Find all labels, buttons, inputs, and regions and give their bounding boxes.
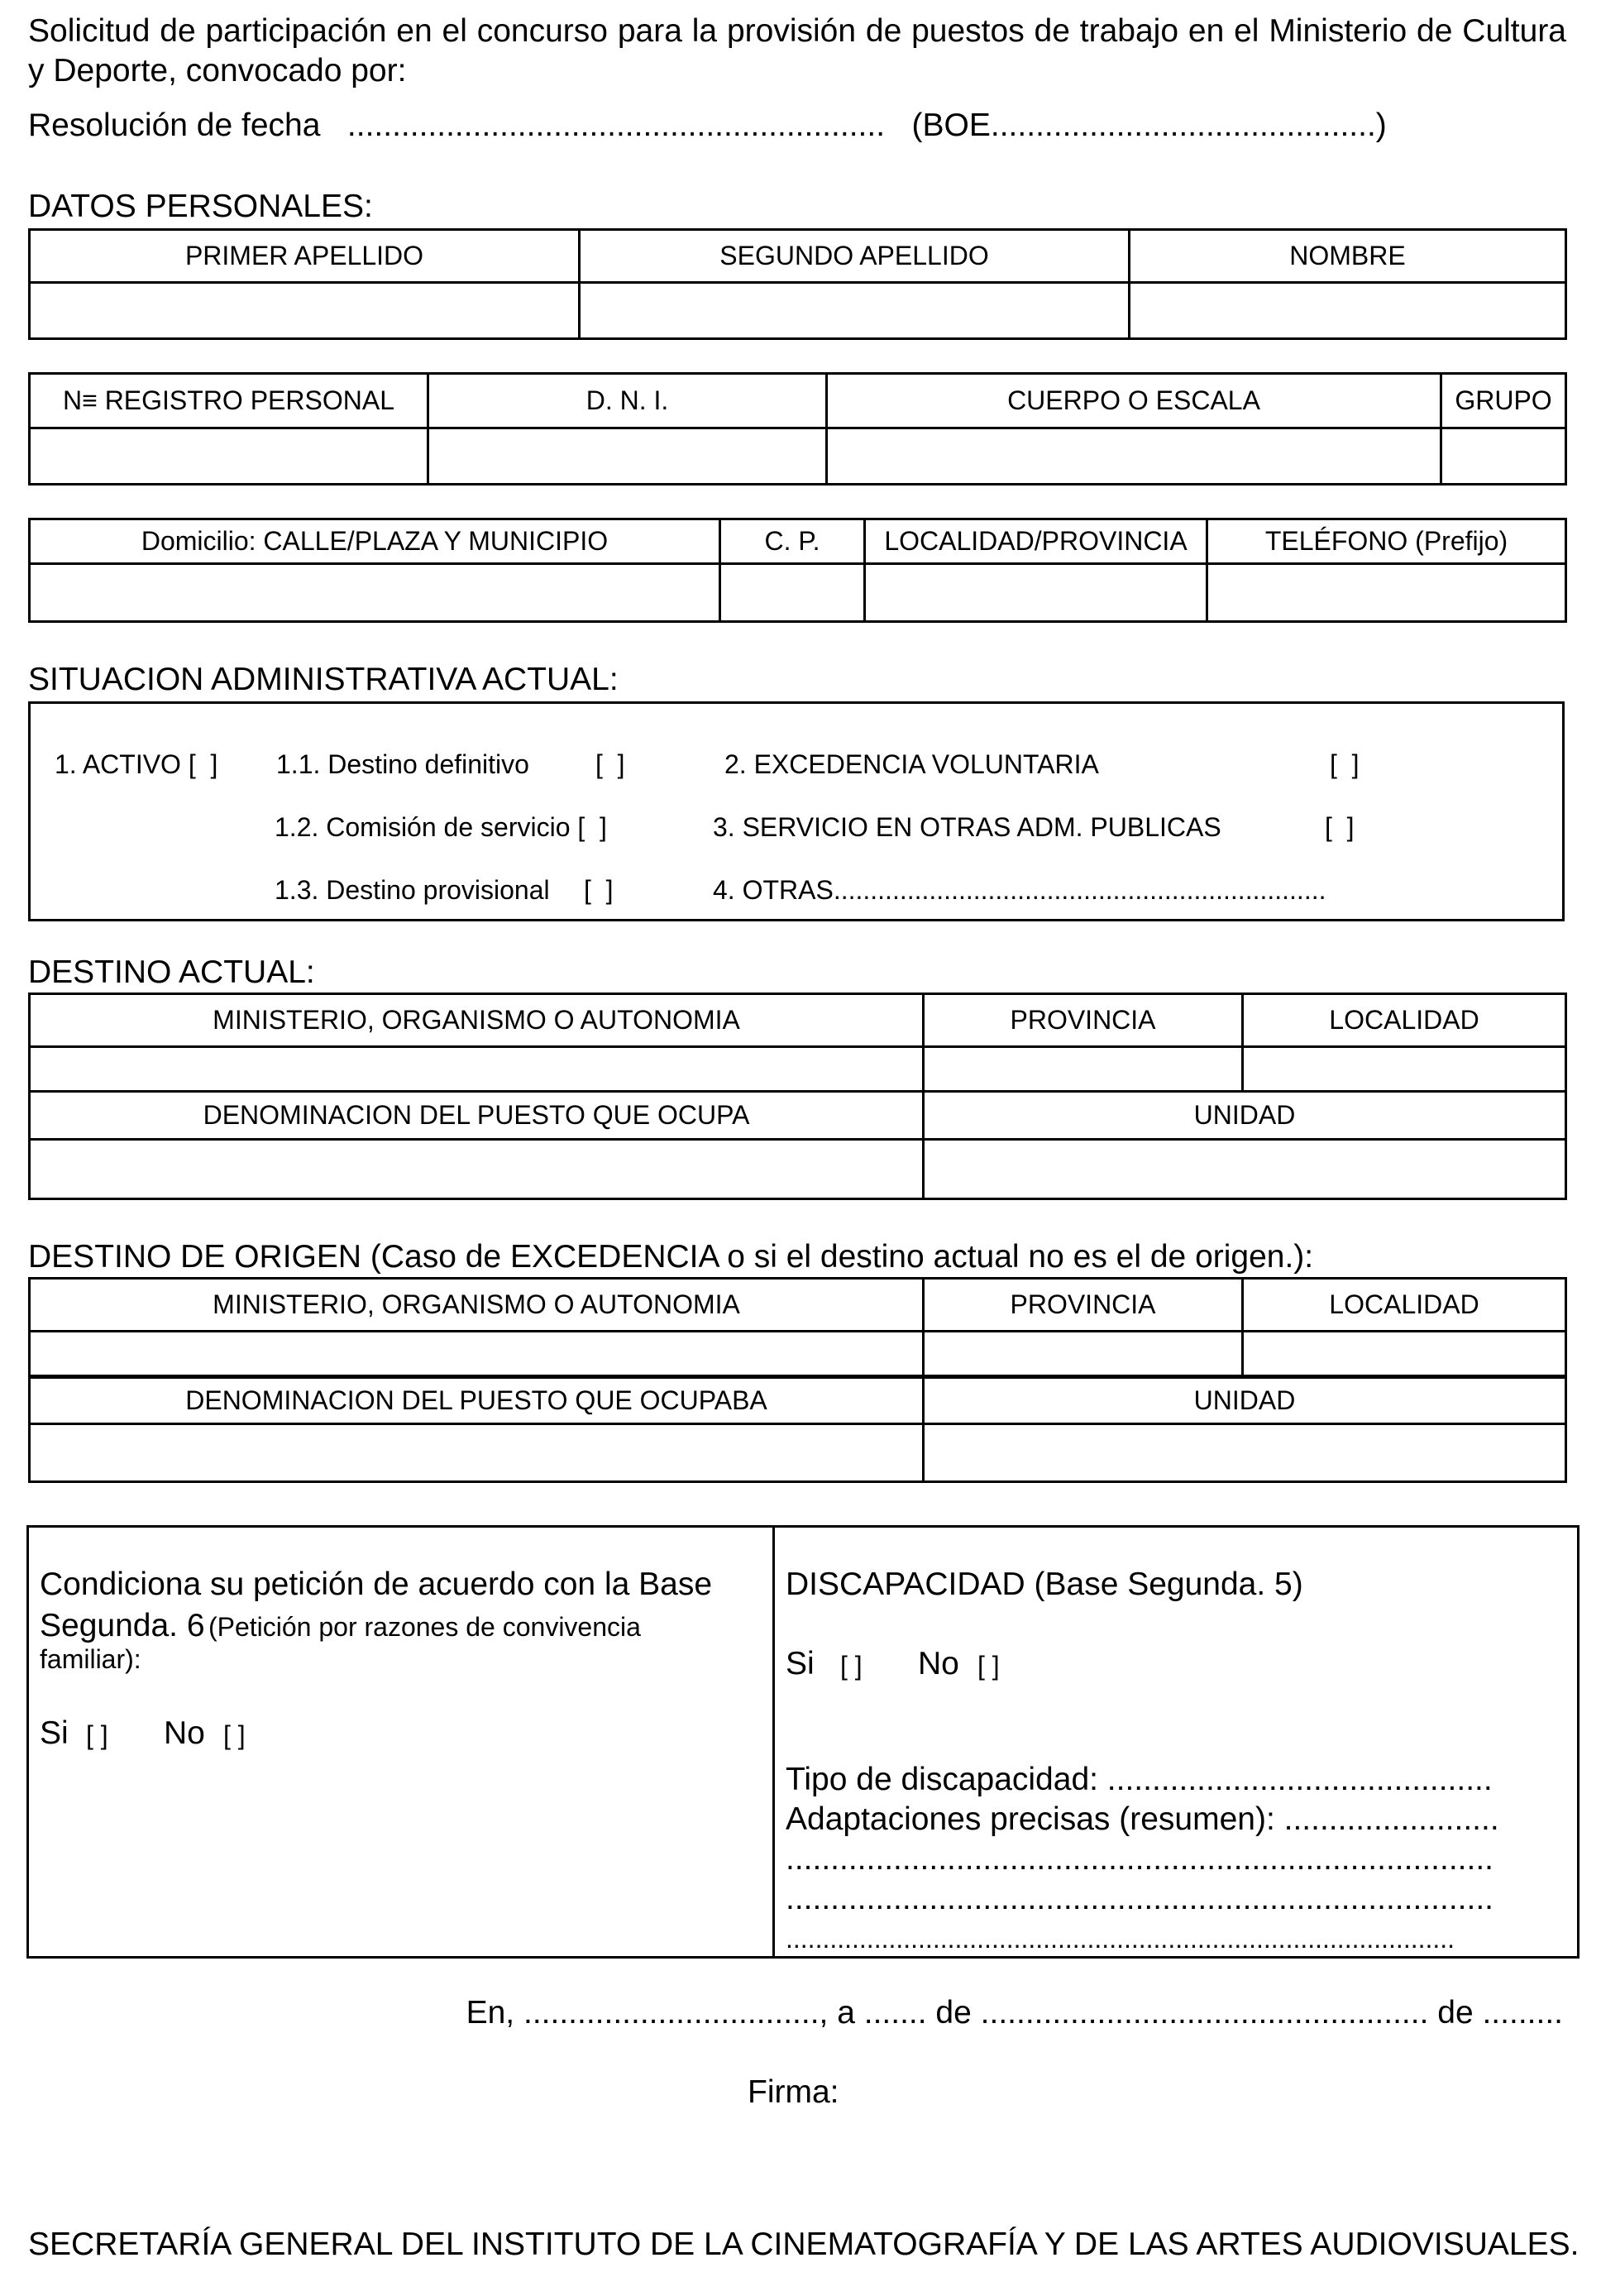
header-unidad: UNIDAD [924, 1092, 1566, 1140]
discapacidad-si-label: Si [786, 1646, 815, 1681]
footer-organismo: SECRETARÍA GENERAL DEL INSTITUTO DE LA CINEMATOGRAFÍA Y DE LAS ARTES AUDIOVISUALES. [28, 2227, 1579, 2262]
datos-personales-table-3 [28, 518, 1567, 623]
field-cp[interactable] [720, 564, 865, 622]
header-registro-personal: N≡ REGISTRO PERSONAL [30, 374, 428, 428]
field-registro-personal[interactable] [30, 428, 428, 485]
header-primer-apellido: PRIMER APELLIDO [30, 230, 580, 283]
option-excedencia-checkbox[interactable]: [ ] [1330, 749, 1360, 779]
discapacidad-no-label: No [918, 1646, 959, 1681]
header-cp: C. P. [720, 519, 865, 564]
destino-actual-table-2 [28, 1090, 1567, 1200]
condiciona-no-label: No [164, 1715, 205, 1751]
header-provincia: PROVINCIA [924, 994, 1243, 1047]
header-ministerio: MINISTERIO, ORGANISMO O AUTONOMIA [30, 994, 924, 1047]
field-unidad[interactable] [924, 1140, 1566, 1199]
header-nombre: NOMBRE [1130, 230, 1566, 283]
option-excedencia-label: 2. EXCEDENCIA VOLUNTARIA [724, 749, 1099, 779]
discapacidad-title: DISCAPACIDAD (Base Segunda. 5) [786, 1567, 1303, 1602]
header-segundo-apellido: SEGUNDO APELLIDO [580, 230, 1130, 283]
header-localidad: LOCALIDAD [1243, 994, 1566, 1047]
field-cuerpo-escala[interactable] [827, 428, 1441, 485]
header-dni: D. N. I. [428, 374, 827, 428]
header-ministerio-origen: MINISTERIO, ORGANISMO O AUTONOMIA [30, 1279, 924, 1332]
datos-personales-table-2 [28, 372, 1567, 486]
datos-personales-title: DATOS PERSONALES: [28, 189, 373, 224]
header-domicilio: Domicilio: CALLE/PLAZA Y MUNICIPIO [30, 519, 720, 564]
header-provincia-origen: PROVINCIA [924, 1279, 1243, 1332]
condiciona-si-label: Si [40, 1715, 69, 1751]
discapacidad-no-checkbox[interactable]: [ ] [977, 1651, 1000, 1681]
field-segundo-apellido[interactable] [580, 283, 1130, 339]
field-dni[interactable] [428, 428, 827, 485]
intro-text: Solicitud de participación en el concurso para la provisión de puestos de trabajo en el Ministerio de Cultura y Deporte, convocado por: [28, 13, 1566, 88]
field-provincia-origen[interactable] [924, 1332, 1243, 1376]
field-denominacion-origen[interactable] [30, 1424, 924, 1482]
option-destino-provisional-label: 1.3. Destino provisional [275, 875, 550, 905]
destino-origen-table-2 [28, 1376, 1567, 1483]
field-localidad-origen[interactable] [1243, 1332, 1566, 1376]
field-telefono[interactable] [1207, 564, 1566, 622]
destino-actual-table-1 [28, 993, 1567, 1093]
header-cuerpo-escala: CUERPO O ESCALA [827, 374, 1441, 428]
field-provincia[interactable] [924, 1047, 1243, 1092]
option-comision-servicio[interactable]: 1.2. Comisión de servicio [ ] [275, 812, 607, 842]
option-servicio-otras-label: 3. SERVICIO EN OTRAS ADM. PUBLICAS [713, 812, 1221, 842]
resolucion-line: Resolución de fecha ............................................................ (BOE...........................................) [28, 108, 1387, 143]
firma-label: Firma: [748, 2074, 839, 2110]
field-primer-apellido[interactable] [30, 283, 580, 339]
field-nombre[interactable] [1130, 283, 1566, 339]
condiciona-line3-small: familiar): [40, 1644, 141, 1674]
destino-origen-table-1 [28, 1277, 1567, 1377]
field-localidad-provincia[interactable] [865, 564, 1207, 622]
condiciona-si-checkbox[interactable]: [ ] [86, 1720, 108, 1750]
field-grupo[interactable] [1441, 428, 1566, 485]
lugar-fecha-line[interactable]: En, ................................., a ....... de .................................................. de ......... [466, 1995, 1563, 2031]
field-domicilio[interactable] [30, 564, 720, 622]
header-denominacion-origen: DENOMINACION DEL PUESTO QUE OCUPABA [30, 1378, 924, 1424]
header-grupo: GRUPO [1441, 374, 1566, 428]
field-ministerio[interactable] [30, 1047, 924, 1092]
destino-origen-title: DESTINO DE ORIGEN (Caso de EXCEDENCIA o si el destino actual no es el de origen.): [28, 1239, 1314, 1275]
option-activo[interactable]: 1. ACTIVO [ ] [55, 749, 218, 779]
field-localidad[interactable] [1243, 1047, 1566, 1092]
discapacidad-si-checkbox[interactable]: [ ] [840, 1651, 863, 1681]
discapacidad-dots-line-1[interactable]: ............................................................................... [786, 1841, 1494, 1877]
header-denominacion-puesto: DENOMINACION DEL PUESTO QUE OCUPA [30, 1092, 924, 1140]
condiciona-line1: Condiciona su petición de acuerdo con la Base [40, 1567, 713, 1602]
datos-personales-table-1 [28, 228, 1567, 340]
condiciona-line2: Segunda. 6 [40, 1608, 205, 1643]
discapacidad-dots-line-3[interactable]: ........................................................................................... [786, 1924, 1455, 1954]
field-unidad-origen[interactable] [924, 1424, 1566, 1482]
box-divider [772, 1525, 775, 1959]
field-ministerio-origen[interactable] [30, 1332, 924, 1376]
option-otras[interactable]: 4. OTRAS................................................................... [713, 875, 1326, 905]
option-destino-definitivo-label: 1.1. Destino definitivo [276, 749, 529, 779]
header-unidad-origen: UNIDAD [924, 1378, 1566, 1424]
field-denominacion-puesto[interactable] [30, 1140, 924, 1199]
condiciona-line2-small: (Petición por razones de convivencia [208, 1612, 641, 1642]
destino-actual-title: DESTINO ACTUAL: [28, 954, 315, 990]
header-localidad-origen: LOCALIDAD [1243, 1279, 1566, 1332]
condiciona-no-checkbox[interactable]: [ ] [223, 1720, 246, 1750]
header-localidad-provincia: LOCALIDAD/PROVINCIA [865, 519, 1207, 564]
header-telefono: TELÉFONO (Prefijo) [1207, 519, 1566, 564]
discapacidad-dots-line-2[interactable]: ............................................................................... [786, 1881, 1494, 1916]
option-destino-definitivo-checkbox[interactable]: [ ] [595, 749, 625, 779]
situacion-title: SITUACION ADMINISTRATIVA ACTUAL: [28, 662, 619, 697]
option-destino-provisional-checkbox[interactable]: [ ] [584, 875, 614, 905]
discapacidad-tipo[interactable]: Tipo de discapacidad: ........................................... [786, 1762, 1493, 1797]
discapacidad-adaptaciones[interactable]: Adaptaciones precisas (resumen): ........................ [786, 1801, 1499, 1837]
option-servicio-otras-checkbox[interactable]: [ ] [1325, 812, 1355, 842]
